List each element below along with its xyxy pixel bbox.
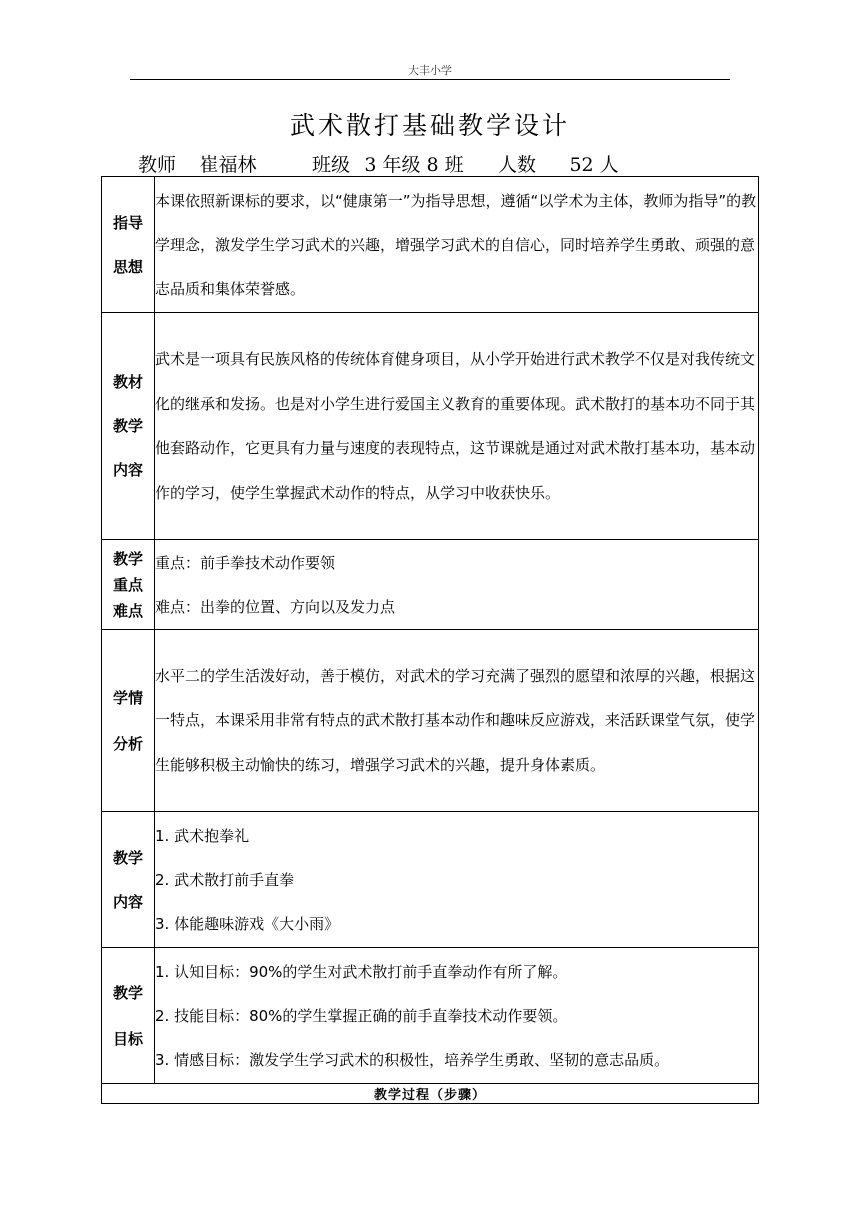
key-difficulty: 难点：出拳的位置、方向以及发力点 xyxy=(155,597,396,616)
list-item: 2. 武术散打前手直拳 xyxy=(155,870,295,889)
label-line: 内容 xyxy=(112,461,143,479)
content-label xyxy=(102,812,155,948)
guide-text-cell xyxy=(155,177,759,313)
list-item: 1. 武术抱拳礼 xyxy=(155,826,250,845)
teaching-process-header: 教学过程（步骤） xyxy=(102,1084,759,1104)
material-text-cell xyxy=(155,313,759,540)
class-label: 班级 xyxy=(312,154,351,176)
list-item: 3. 体能趣味游戏《大小雨》 xyxy=(155,914,340,933)
label-line: 教学 xyxy=(112,549,143,568)
label-line: 思想 xyxy=(112,257,143,276)
row-goals xyxy=(102,948,759,1084)
guide-label xyxy=(102,177,155,313)
analysis-label xyxy=(102,630,155,812)
guide-text: 本课依照新课标的要求，以“健康第一”为指导思想，遵循“以学术为主体，教师为指导”的教学理念，激发学生学习武术的兴趣，增强学习武术的自信心，同时培养学生勇敢、顽强的意志品质和集体荣誉感。 xyxy=(155,191,757,298)
teacher-value: 崔福林 xyxy=(182,154,274,177)
count-label: 人数 xyxy=(498,154,537,176)
row-guide xyxy=(102,177,759,313)
row-footer xyxy=(102,1084,759,1104)
analysis-text: 水平二的学生活泼好动，善于模仿，对武术的学习充满了强烈的愿望和浓厚的兴趣，根据这一特点，本课采用非常有特点的武术散打基本动作和趣味反应游戏，来活跃课堂气氛，使学生能够积极主动愉快的练习，增强学习武术的兴趣，提升身体素质。 xyxy=(155,666,756,774)
row-analysis xyxy=(102,630,759,812)
list-item: 3. 情感目标：激发学生学习武术的积极性，培养学生勇敢、坚韧的意志品质。 xyxy=(155,1050,670,1069)
material-text: 武术是一项具有民族风格的传统体育健身项目，从小学开始进行武术教学不仅是对我传统文化的继承和发扬。也是对小学生进行爱国主义教育的重要体现。武术散打的基本功不同于其他套路动作，它更具有力量与速度的表现特点，这节课就是通过对武术散打基本功，基本动作的学习，使学生掌握武术动作的特点，从学习中收获快乐。 xyxy=(155,350,756,502)
label-line: 教学 xyxy=(112,983,143,1002)
analysis-text-cell xyxy=(155,630,759,812)
label-line: 内容 xyxy=(112,892,143,911)
key-point: 重点：前手拳技术动作要领 xyxy=(155,553,336,572)
row-material xyxy=(102,313,759,540)
label-line: 教学 xyxy=(112,848,143,867)
label-line: 重点 xyxy=(112,575,143,594)
count-value: 52 人 xyxy=(538,154,650,177)
document-title: 武术散打基础教学设计 xyxy=(289,111,570,140)
page-header: 大丰小学 xyxy=(408,64,452,77)
row-content xyxy=(102,812,759,948)
label-line: 学情 xyxy=(112,688,143,707)
goals-list-cell xyxy=(155,948,759,1084)
goals-label xyxy=(102,948,155,1084)
label-line: 教学 xyxy=(112,417,143,435)
key-text-cell xyxy=(155,540,759,630)
header-divider xyxy=(130,79,730,80)
label-line: 目标 xyxy=(112,1029,143,1048)
label-line: 难点 xyxy=(112,601,143,620)
list-item: 1. 认知目标：90%的学生对武术散打前手直拳动作有所了解。 xyxy=(155,962,568,981)
label-line: 指导 xyxy=(112,213,143,232)
list-item: 2. 技能目标：80%的学生掌握正确的前手直拳技术动作要领。 xyxy=(155,1006,568,1025)
label-line: 分析 xyxy=(112,734,143,753)
material-label xyxy=(102,313,155,540)
label-line: 教材 xyxy=(112,373,143,391)
content-list-cell xyxy=(155,812,759,948)
class-value: 3 年级 8 班 xyxy=(352,154,476,177)
row-key xyxy=(102,540,759,630)
lesson-plan-table xyxy=(101,176,759,1104)
teacher-label: 教师 xyxy=(138,154,177,176)
meta-line xyxy=(138,150,650,177)
key-label xyxy=(102,540,155,630)
